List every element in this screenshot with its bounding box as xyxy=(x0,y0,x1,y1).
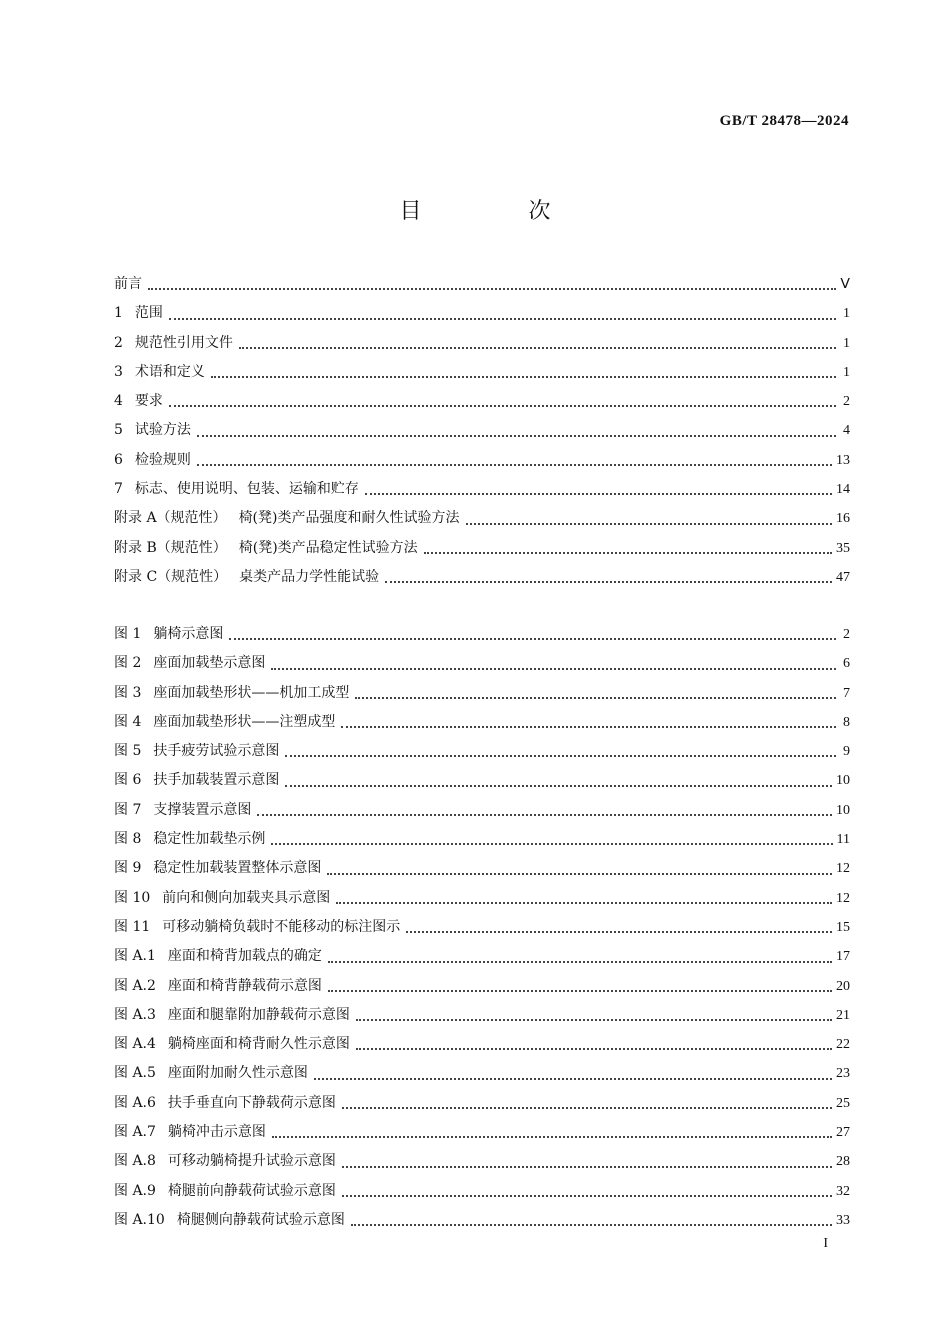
entry-title: 前言 xyxy=(114,276,142,292)
entry-title: 试验方法 xyxy=(134,422,191,439)
figure-entry[interactable] xyxy=(114,942,850,971)
dot-leader xyxy=(342,1165,832,1168)
entry-label xyxy=(114,387,163,416)
entry-number: 图 10 xyxy=(114,889,151,906)
entry-number: 7 xyxy=(114,481,123,498)
entry-page-number: 17 xyxy=(836,949,850,965)
entry-number: 4 xyxy=(114,393,123,410)
entry-page-number: 27 xyxy=(836,1125,850,1141)
entry-title: 座面和椅背静载荷示意图 xyxy=(167,977,322,994)
entry-title: 稳定性加载装置整体示意图 xyxy=(153,860,322,877)
entry-number: 图 A.9 xyxy=(114,1182,156,1199)
entry-title: 可移动躺椅负载时不能移动的标注图示 xyxy=(162,918,401,935)
entry-label xyxy=(114,1177,336,1206)
entry-title: 稳定性加载垫示例 xyxy=(153,831,266,848)
entry-title: 术语和定义 xyxy=(134,363,205,380)
entry-label xyxy=(114,1147,336,1176)
dot-leader xyxy=(327,872,832,875)
entry-page-number: 16 xyxy=(836,511,850,527)
figure-entry[interactable] xyxy=(114,1059,850,1088)
entry-label xyxy=(114,972,322,1001)
entry-page-number: 15 xyxy=(836,919,850,935)
entry-label xyxy=(114,446,191,475)
entry-number: 图 A.3 xyxy=(114,1006,156,1023)
entry-title: 扶手垂直向下静载荷示意图 xyxy=(167,1094,336,1111)
figure-entry[interactable] xyxy=(114,766,850,795)
entry-page-number: 10 xyxy=(836,802,850,818)
entry-label xyxy=(114,708,335,737)
toc-entry[interactable] xyxy=(114,387,850,416)
entry-title: 支撑装置示意图 xyxy=(153,801,252,818)
dot-leader xyxy=(424,551,832,554)
entry-label xyxy=(114,796,251,825)
entry-number: 图 3 xyxy=(114,684,142,701)
entry-number: 图 7 xyxy=(114,801,142,818)
entry-page-number: 35 xyxy=(836,540,850,556)
entry-page-number: 14 xyxy=(836,482,850,498)
dot-leader xyxy=(341,725,836,728)
entry-page-number: 1 xyxy=(843,306,850,322)
dot-leader xyxy=(211,375,836,378)
dot-leader xyxy=(148,287,836,290)
entry-page-number: 21 xyxy=(836,1007,850,1023)
dot-leader xyxy=(356,1018,832,1021)
entry-page-number: 1 xyxy=(843,364,850,380)
figure-entry[interactable] xyxy=(114,1177,850,1206)
entry-title: 桌类产品力学性能试验 xyxy=(239,568,380,585)
entry-title: 座面加载垫形状——注塑成型 xyxy=(153,713,336,730)
dot-leader xyxy=(466,522,833,525)
toc-entry[interactable] xyxy=(114,329,850,358)
dot-leader xyxy=(271,842,832,845)
dot-leader xyxy=(385,580,832,583)
figure-entry[interactable] xyxy=(114,1001,850,1030)
entry-page-number: 47 xyxy=(836,569,850,585)
entry-label xyxy=(114,942,322,971)
entry-title: 要求 xyxy=(134,393,163,410)
entry-label xyxy=(114,270,142,299)
entry-number: 图 11 xyxy=(114,918,151,935)
entry-label xyxy=(114,416,191,445)
entry-title: 椅(凳)类产品稳定性试验方法 xyxy=(238,539,418,556)
entry-page-number: 32 xyxy=(836,1183,850,1199)
entry-label xyxy=(114,854,321,883)
entry-title: 座面加载垫示意图 xyxy=(153,655,266,672)
entry-number: 图 A.7 xyxy=(114,1124,156,1141)
figure-entry[interactable] xyxy=(114,1206,850,1235)
entry-title: 范围 xyxy=(134,305,163,322)
entry-label xyxy=(114,504,460,533)
entry-title: 椅腿前向静载荷试验示意图 xyxy=(167,1182,336,1199)
entry-number: 附录 B（规范性） xyxy=(114,539,227,556)
entry-title: 可移动躺椅提升试验示意图 xyxy=(167,1153,336,1170)
dot-leader xyxy=(169,317,836,320)
figure-entry[interactable] xyxy=(114,1118,850,1147)
entry-title: 躺椅座面和椅背耐久性示意图 xyxy=(167,1036,350,1053)
toc-entry[interactable] xyxy=(114,416,850,445)
figure-entry[interactable] xyxy=(114,737,850,766)
entry-number: 图 1 xyxy=(114,626,142,642)
dot-leader xyxy=(328,960,832,963)
page-title: 目 次 xyxy=(399,199,601,224)
entry-page-number: 28 xyxy=(836,1154,850,1170)
entry-label xyxy=(114,563,379,592)
dot-leader xyxy=(342,1106,832,1109)
entry-number: 6 xyxy=(114,451,123,468)
entry-page-number: 11 xyxy=(836,832,850,848)
figure-entry[interactable] xyxy=(114,1030,850,1059)
figure-entry[interactable] xyxy=(114,913,850,942)
entry-title: 前向和侧向加载夹具示意图 xyxy=(162,889,331,906)
figure-entry[interactable] xyxy=(114,854,850,883)
entry-label xyxy=(114,620,223,649)
dot-leader xyxy=(314,1077,832,1080)
entry-title: 座面和椅背加载点的确定 xyxy=(167,948,322,965)
dot-leader xyxy=(351,1223,832,1226)
entry-page-number: 13 xyxy=(836,452,850,468)
entry-number: 图 2 xyxy=(114,655,142,672)
table-of-contents xyxy=(114,270,850,592)
entry-number: 图 A.1 xyxy=(114,948,156,965)
entry-page-number: 12 xyxy=(836,890,850,906)
toc-entry[interactable] xyxy=(114,563,850,592)
dot-leader xyxy=(197,463,832,466)
entry-label xyxy=(114,649,265,678)
entry-page-number: 12 xyxy=(836,861,850,877)
entry-number: 图 4 xyxy=(114,713,142,730)
entry-label xyxy=(114,1206,345,1235)
entry-title: 椅(凳)类产品强度和耐久性试验方法 xyxy=(238,510,460,527)
entry-number: 图 A.5 xyxy=(114,1065,156,1082)
entry-label xyxy=(114,299,163,328)
entry-label xyxy=(114,1059,308,1088)
dot-leader xyxy=(229,637,836,640)
entry-number: 附录 A（规范性） xyxy=(114,510,227,527)
dot-leader xyxy=(197,434,836,437)
entry-number: 2 xyxy=(114,334,123,351)
entry-label xyxy=(114,1118,266,1147)
toc-entry[interactable] xyxy=(114,534,850,563)
dot-leader xyxy=(285,754,836,757)
dot-leader xyxy=(356,1047,832,1050)
dot-leader xyxy=(365,492,832,495)
entry-number: 1 xyxy=(114,305,123,322)
entry-title: 扶手加载装置示意图 xyxy=(153,772,280,789)
entry-title: 规范性引用文件 xyxy=(134,334,233,351)
figure-entry[interactable] xyxy=(114,649,850,678)
dot-leader xyxy=(342,1194,832,1197)
entry-label xyxy=(114,913,400,942)
figure-entry[interactable] xyxy=(114,972,850,1001)
toc-entry[interactable] xyxy=(114,504,850,533)
entry-page-number: 23 xyxy=(836,1066,850,1082)
entry-page-number: 4 xyxy=(843,423,850,439)
entry-title: 扶手疲劳试验示意图 xyxy=(153,743,280,760)
entry-title: 标志、使用说明、包装、运输和贮存 xyxy=(134,481,359,498)
standard-number: GB/T 28478—2024 xyxy=(719,113,849,129)
entry-number: 图 5 xyxy=(114,743,142,760)
entry-label xyxy=(114,737,279,766)
entry-label xyxy=(114,884,330,913)
figure-entry[interactable] xyxy=(114,708,850,737)
entry-number: 图 A.4 xyxy=(114,1036,156,1053)
figure-entry[interactable] xyxy=(114,1147,850,1176)
figure-entry[interactable] xyxy=(114,825,850,854)
entry-label xyxy=(114,1089,336,1118)
dot-leader xyxy=(239,346,836,349)
toc-entry[interactable] xyxy=(114,446,850,475)
figure-entry[interactable] xyxy=(114,1089,850,1118)
list-of-figures xyxy=(114,620,850,1235)
entry-label xyxy=(114,1030,350,1059)
entry-label xyxy=(114,329,233,358)
toc-entry[interactable] xyxy=(114,358,850,387)
toc-entry[interactable] xyxy=(114,270,850,299)
entry-number: 图 6 xyxy=(114,772,142,789)
dot-leader xyxy=(257,813,832,816)
dot-leader xyxy=(336,901,832,904)
entry-number: 图 A.8 xyxy=(114,1153,156,1170)
entry-page-number: Ⅴ xyxy=(840,277,850,292)
entry-title: 躺椅冲击示意图 xyxy=(167,1124,266,1141)
dot-leader xyxy=(169,404,836,407)
entry-title: 座面和腿靠附加静载荷示意图 xyxy=(167,1006,350,1023)
entry-page-number: 8 xyxy=(843,714,850,730)
dot-leader xyxy=(328,989,832,992)
entry-page-number: 9 xyxy=(843,744,850,760)
entry-number: 图 A.10 xyxy=(114,1211,165,1228)
entry-page-number: 10 xyxy=(836,773,850,789)
entry-page-number: 25 xyxy=(836,1095,850,1111)
entry-title: 检验规则 xyxy=(134,451,191,468)
dot-leader xyxy=(271,667,836,670)
dot-leader xyxy=(355,696,836,699)
entry-page-number: 2 xyxy=(843,627,850,642)
entry-page-number: 7 xyxy=(843,685,850,701)
entry-label xyxy=(114,1001,350,1030)
entry-title: 躺椅示意图 xyxy=(153,626,224,642)
figure-entry[interactable] xyxy=(114,796,850,825)
entry-label xyxy=(114,358,205,387)
entry-number: 5 xyxy=(114,422,123,439)
figure-entry[interactable] xyxy=(114,679,850,708)
entry-title: 座面加载垫形状——机加工成型 xyxy=(153,684,350,701)
entry-page-number: 22 xyxy=(836,1037,850,1053)
entry-number: 图 A.6 xyxy=(114,1094,156,1111)
entry-number: 附录 C（规范性） xyxy=(114,568,228,585)
entry-label xyxy=(114,825,265,854)
page-number: I xyxy=(823,1236,828,1251)
figure-entry[interactable] xyxy=(114,884,850,913)
figure-entry[interactable] xyxy=(114,620,850,649)
entry-page-number: 33 xyxy=(836,1212,850,1228)
entry-title: 座面附加耐久性示意图 xyxy=(167,1065,308,1082)
entry-page-number: 1 xyxy=(843,335,850,351)
entry-number: 图 A.2 xyxy=(114,977,156,994)
entry-number: 图 9 xyxy=(114,860,142,877)
entry-page-number: 6 xyxy=(843,656,850,672)
entry-number: 3 xyxy=(114,363,123,380)
entry-page-number: 20 xyxy=(836,978,850,994)
dot-leader xyxy=(272,1135,832,1138)
entry-page-number: 2 xyxy=(843,394,850,410)
entry-label xyxy=(114,766,279,795)
toc-entry[interactable] xyxy=(114,299,850,328)
entry-label xyxy=(114,679,349,708)
entry-label xyxy=(114,475,359,504)
entry-label xyxy=(114,534,418,563)
dot-leader xyxy=(285,784,832,787)
entry-number: 图 8 xyxy=(114,831,142,848)
toc-entry[interactable] xyxy=(114,475,850,504)
dot-leader xyxy=(406,930,832,933)
entry-title: 椅腿侧向静载荷试验示意图 xyxy=(176,1211,345,1228)
